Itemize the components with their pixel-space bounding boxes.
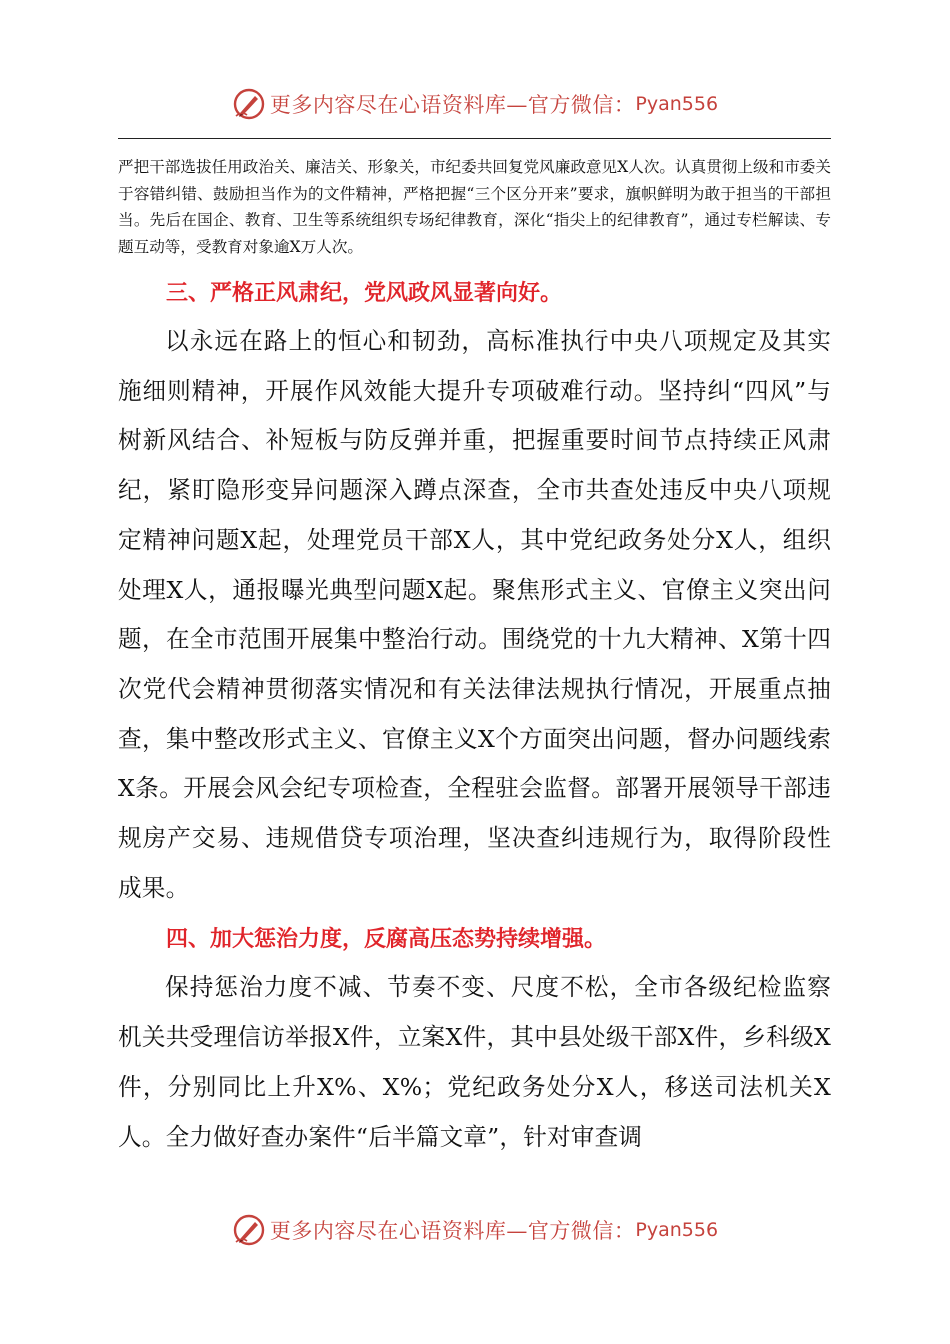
section-3-paragraph: 以永远在路上的恒心和韧劲，高标准执行中央八项规定及其实施细则精神，开展作风效能大提升专项破难行动。坚持纠“四风”与树新风结合、补短板与防反弹并重，把握重要时间节点持续正风肃纪，紧盯隐形变异问题深入蹲点深查，全市共查处违反中央八项规定精神问题X起，处理党员干部X人，其中党纪政务处分X人，组织处理X人，通报曝光典型问题X起。聚焦形式主义、官僚主义突出问题，在全市范围开展集中整治行动。围绕党的十九大精神、X第十四次党代会精神贯彻落实情况和有关法律法规执行情况，开展重点抽查，集中整改形式主义、官僚主义X个方面突出问题，督办问题线索X条。开展会风会纪专项检查，全程驻会监督。部署开展领导干部违规房产交易、违规借贷专项治理，坚决查纠违规行为，取得阶段性成果。	[118, 327, 831, 902]
intro-paragraph: 严把干部选拔任用政治关、廉洁关、形象关，市纪委共回复党风廉政意见X人次。认真贯彻上级和市委关于容错纠错、鼓励担当作为的文件精神，严格把握“三个区分开来”要求，旗帜鲜明为敢于担当的干部担当。先后在国企、教育、卫生等系统组织专场纪律教育，深化“指尖上的纪律教育”，通过专栏解读、专题互动等，受教育对象逾X万人次。	[118, 158, 831, 256]
section-4-heading: 四、加大惩治力度，反腐高压态势持续增强。	[166, 927, 607, 953]
page-header	[0, 80, 950, 128]
header-wechat-id: Pyan556	[635, 93, 719, 115]
page-footer	[0, 1206, 950, 1254]
footer-brand-text: 更多内容尽在心语资料库—官方微信：	[269, 1219, 636, 1243]
section-3-heading: 三、严格正风肃纪，党风政风显著向好。	[166, 281, 563, 306]
pen-logo-icon	[232, 87, 266, 121]
section-4-paragraph: 保持惩治力度不减、节奏不变、尺度不松，全市各级纪检监察机关共受理信访举报X件，立案X件，其中县处级干部X件，乡科级X件，分别同比上升X%、X%；党纪政务处分X人，移送司法机关X人。全力做好查办案件“后半篇文章”，针对审查调	[118, 973, 831, 1151]
header-brand-text: 更多内容尽在心语资料库—官方微信：	[269, 93, 636, 117]
document-body	[118, 154, 831, 1162]
pen-logo-icon	[232, 1213, 266, 1247]
header-divider	[118, 138, 831, 139]
footer-wechat-id: Pyan556	[635, 1219, 719, 1241]
